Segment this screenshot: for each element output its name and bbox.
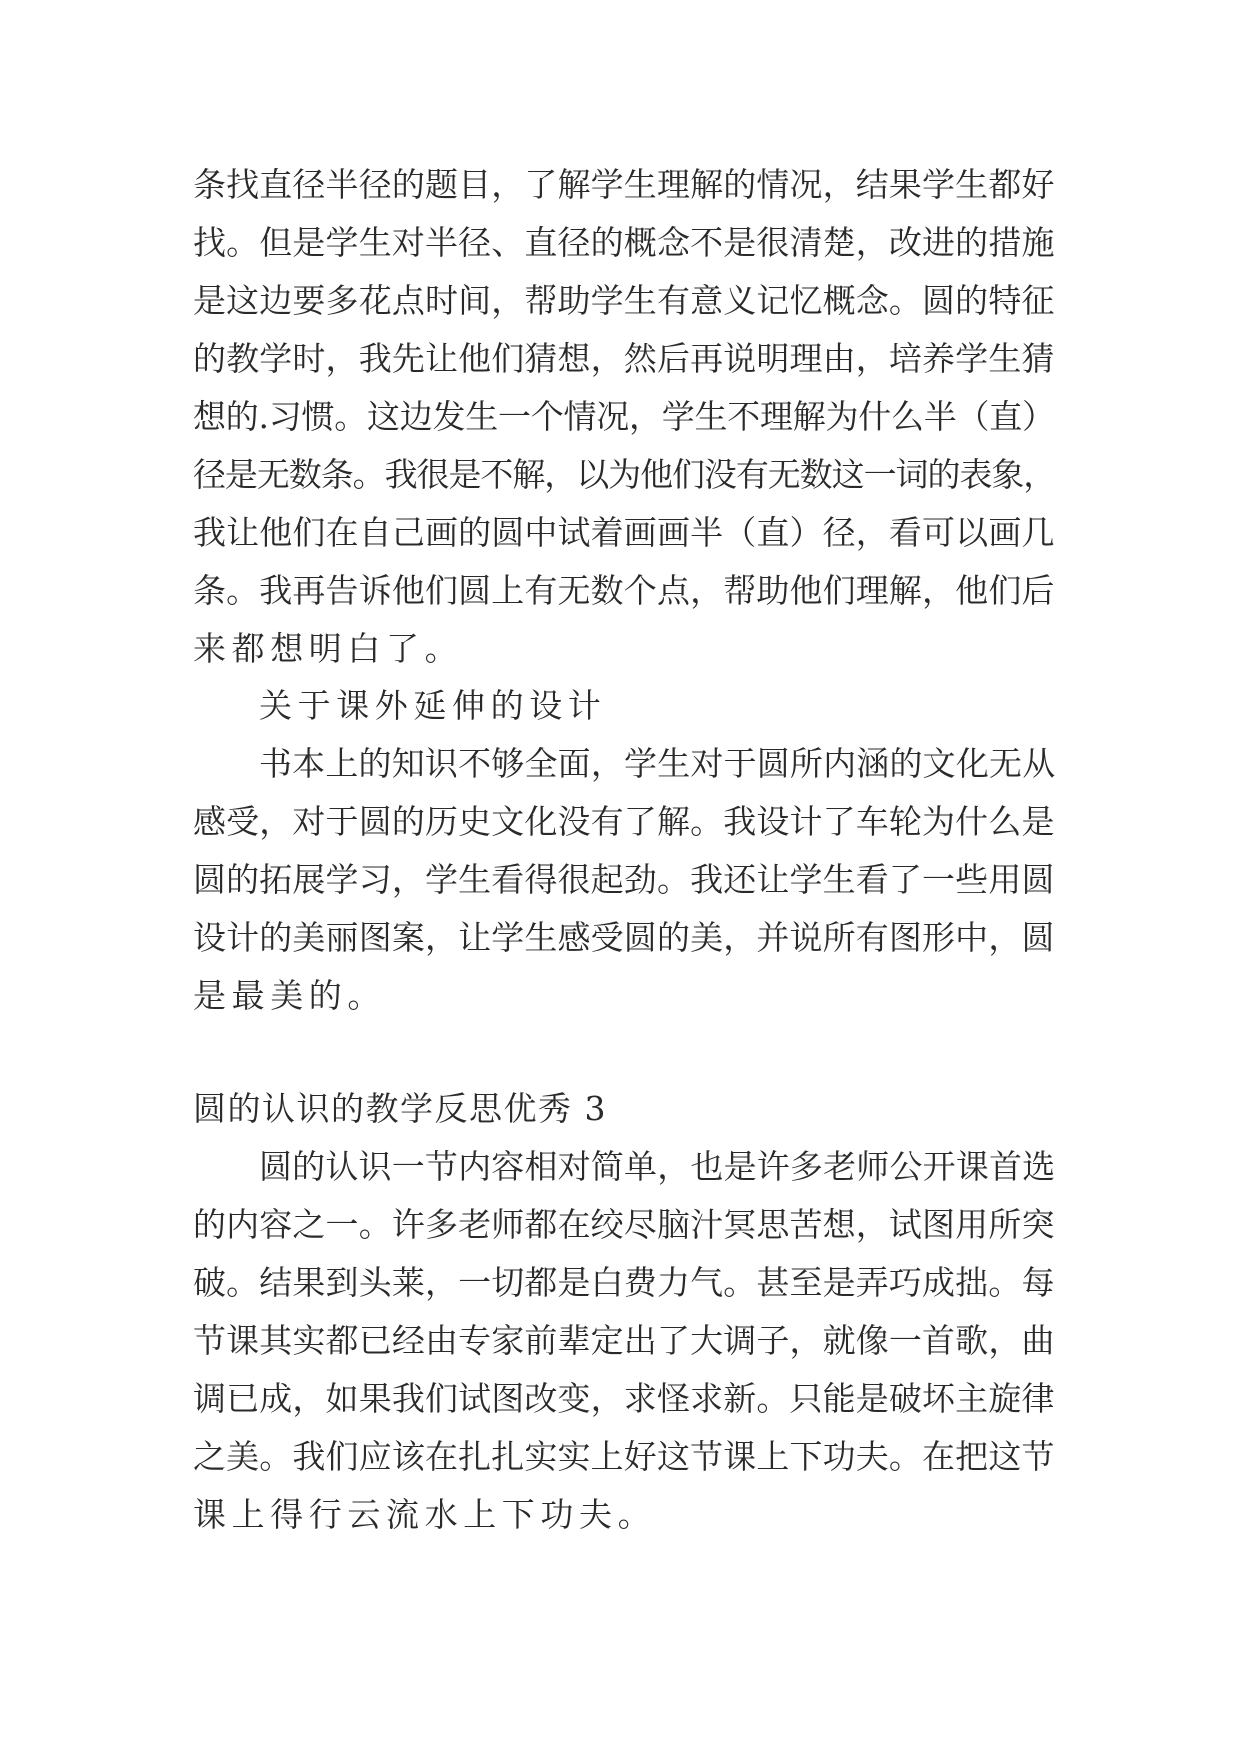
paragraph-line: 圆的认识一节内容相对简单，也是许多老师公开课首选 bbox=[259, 1147, 1056, 1186]
paragraph-line: 径是无数条。我很是不解，以为他们没有无数这一词的表象， bbox=[193, 455, 1056, 494]
paragraph-line: 节课其实都已经由专家前辈定出了大调子，就像一首歌，曲 bbox=[193, 1321, 1055, 1360]
paragraph-line: 我让他们在自己画的圆中试着画画半（直）径，看可以画几 bbox=[193, 513, 1055, 552]
paragraph-line: 感受，对于圆的历史文化没有了解。我设计了车轮为什么是 bbox=[193, 802, 1055, 841]
paragraph-line: 想的.习惯。这边发生一个情况，学生不理解为什么半（直） bbox=[193, 397, 1055, 436]
paragraph-line: 条。我再告诉他们圆上有无数个点，帮助他们理解，他们后 bbox=[193, 571, 1055, 610]
paragraph-line: 的教学时，我先让他们猜想，然后再说明理由，培养学生猜 bbox=[193, 339, 1055, 378]
paragraph-line: 来都想明白了。 bbox=[193, 629, 464, 668]
paragraph-line: 找。但是学生对半径、直径的概念不是很清楚，改进的措施 bbox=[193, 223, 1055, 262]
section-heading: 圆的认识的教学反思优秀 3 bbox=[193, 1089, 607, 1128]
subheading: 关于课外延伸的设计 bbox=[259, 686, 607, 725]
paragraph-line: 设计的美丽图案，让学生感受圆的美，并说所有图形中，圆 bbox=[193, 918, 1055, 957]
paragraph-line: 条找直径半径的题目，了解学生理解的情况，结果学生都好 bbox=[193, 165, 1055, 204]
paragraph-line: 破。结果到头莱，一切都是白费力气。甚至是弄巧成拙。每 bbox=[193, 1263, 1055, 1302]
paragraph-line: 调已成，如果我们试图改变，求怪求新。只能是破坏主旋律 bbox=[193, 1379, 1055, 1418]
paragraph-line: 是最美的。 bbox=[193, 976, 386, 1015]
paragraph-line: 的内容之一。许多老师都在绞尽脑汁冥思苦想，试图用所突 bbox=[193, 1205, 1055, 1244]
paragraph-line: 课上得行云流水上下功夫。 bbox=[193, 1495, 657, 1534]
paragraph-line: 圆的拓展学习，学生看得很起劲。我还让学生看了一些用圆 bbox=[193, 860, 1055, 899]
paragraph-line: 之美。我们应该在扎扎实实上好这节课上下功夫。在把这节 bbox=[193, 1437, 1055, 1476]
paragraph-line: 书本上的知识不够全面，学生对于圆所内涵的文化无从 bbox=[259, 744, 1056, 783]
paragraph-line: 是这边要多花点时间，帮助学生有意义记忆概念。圆的特征 bbox=[193, 281, 1055, 320]
